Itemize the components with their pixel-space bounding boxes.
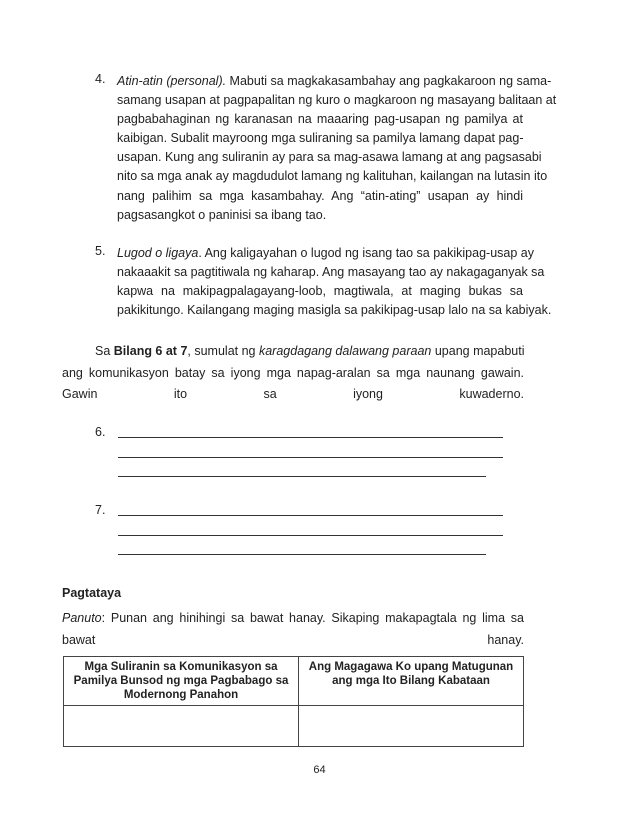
text-line: kapwa na makipagpalagayang-loob, magtiwala, at maging bukas sa xyxy=(117,284,523,299)
item-number: 5. xyxy=(95,244,106,258)
instruction-paragraph: Sa Bilang 6 at 7, sumulat ng karagdagang dalawang paraan upang mapabuti ang komunikasyon batay sa iyong mga napag-aralan sa mga naunang gawain. Gawin ito sa iyong kuwaderno. xyxy=(62,341,524,406)
list-item-4 xyxy=(95,72,557,225)
table-header-cell: Mga Suliranin sa Komunikasyon sa Pamilya Bunsod ng mga Pagbabago sa Modernong Panahon xyxy=(64,657,299,706)
answer-line[interactable] xyxy=(118,554,486,555)
answer-line[interactable] xyxy=(118,535,503,536)
item-title: Atin-atin (personal). xyxy=(117,74,227,88)
text-line: nang palihim sa mga kasambahay. Ang “atin-ating” usapan ay hindi xyxy=(117,188,523,203)
text-line: ang komunikasyon batay sa iyong mga napag-aralan sa mga naunang gawain. xyxy=(62,365,524,380)
text-line: pagsasangkot o paninisi sa ibang tao. xyxy=(117,207,327,222)
table-cell[interactable] xyxy=(64,706,299,747)
item-title: Lugod o ligaya xyxy=(117,246,199,260)
text-line: pakikitungo. Kailangang maging masigla sa pakikipag-usap lalo na sa kabiyak. xyxy=(117,303,552,318)
text-line: Gawin ito sa iyong kuwaderno. xyxy=(62,387,524,401)
answer-line[interactable] xyxy=(118,457,503,458)
section-heading: Pagtataya xyxy=(62,586,122,600)
table-header-row xyxy=(64,657,524,706)
panuto-label: Panuto xyxy=(62,611,102,625)
text-line: usapan. Kung ang suliranin ay para sa mag-asawa lamang at ang pagsasabi xyxy=(117,150,542,165)
list-item-5 xyxy=(95,244,552,320)
item-body: Atin-atin (personal). Mabuti sa magkakasambahay ang pagkakaroon ng sama- samang usapan at pagpapalitan ng kuro o magkaroon ng masayang balitaan at pagbabahaginan ng karanasan na maaaring pag-usapan ng pamilya at kaibigan. Subalit mayroong mga suliraning sa pamilya lamang dapat pag- usapan. Kung ang suliranin ay para sa mag-asawa lamang at ang pagsasabi nito sa mga anak ay magdudulot lamang ng kalituhan, kailangan na lutasin ito nang palihim sa mga kasambahay. Ang “atin-ating” usapan ay hindi pagsasangkot o paninisi sa ibang tao. xyxy=(117,72,523,225)
text-line: bawat hanay. xyxy=(62,632,524,647)
answer-line[interactable] xyxy=(118,476,486,477)
table-row xyxy=(64,706,524,747)
item-number: 4. xyxy=(95,72,106,86)
text-line: nakaaakit sa pagtitiwala ng kaharap. Ang masayang tao ay nakagaganyak sa xyxy=(117,265,545,280)
text-line: kaibigan. Subalit mayroong mga suliraning sa pamilya lamang dapat pag- xyxy=(117,131,524,146)
text-line: pagbabahaginan ng karanasan na maaaring pag-usapan ng pamilya at xyxy=(117,112,523,127)
table-cell[interactable] xyxy=(299,706,524,747)
item-number: 7. xyxy=(95,503,106,517)
text-line: samang usapan at pagpapalitan ng kuro o magkaroon ng masayang balitaan at xyxy=(117,93,557,108)
assessment-table xyxy=(63,656,524,747)
answer-line[interactable] xyxy=(118,515,503,516)
text-line: nito sa mga anak ay magdudulot lamang ng kalituhan, kailangan na lutasin ito xyxy=(117,169,548,184)
answer-line[interactable] xyxy=(118,437,503,438)
item-number: 6. xyxy=(95,425,106,439)
item-body: Lugod o ligaya. Ang kaligayahan o lugod ng isang tao sa pakikipag-usap ay nakaaakit sa pagtitiwala ng kaharap. Ang masayang tao ay nakagaganyak sa kapwa na makipagpalagayang-loob, magtiwala, at maging bukas sa pakikitungo. Kailangang maging masigla sa pakikipag-usap lalo na sa kabiyak. xyxy=(117,244,523,320)
table-header-cell: Ang Magagawa Ko upang Matugunan ang mga Ito Bilang Kabataan xyxy=(299,657,524,706)
page-number: 64 xyxy=(313,764,326,776)
panuto-paragraph: Panuto: Punan ang hinihingi sa bawat hanay. Sikaping makapagtala ng lima sa bawat hanay. xyxy=(62,608,524,651)
